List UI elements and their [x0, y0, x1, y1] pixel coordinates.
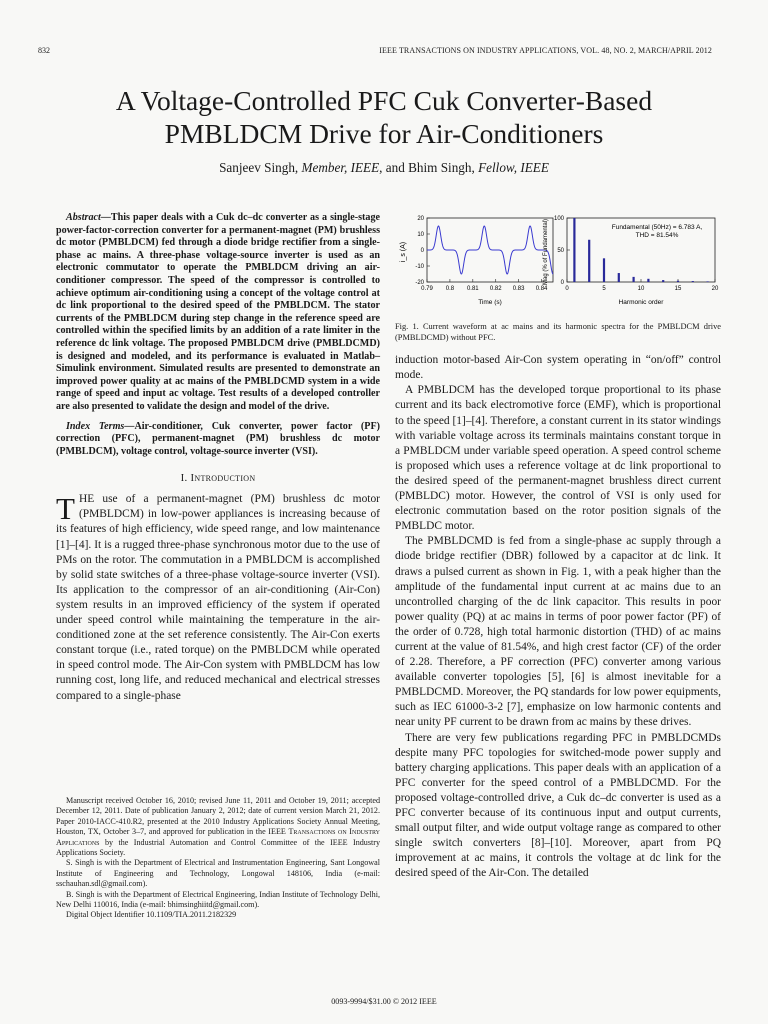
spectrum-bar: [692, 281, 694, 282]
section-numeral: I.: [180, 472, 191, 485]
drop-cap: T: [56, 491, 75, 527]
page-number: 832: [38, 46, 50, 55]
spectrum-bar: [662, 280, 664, 282]
footnote-doi: Digital Object Identifier 10.1109/TIA.2011.2182329: [66, 910, 237, 920]
waveform-x-tick-label: 0.79: [421, 286, 433, 292]
spectrum-bar: [647, 279, 649, 282]
waveform-x-tick-label: 0.82: [489, 286, 502, 292]
title-line-2: PMBLDCM Drive for Air-Conditioners: [164, 118, 604, 149]
footnote-author-2: B. Singh is with the Department of Electrical Engineering, Indian Institute of Technology Delhi, New Delhi 110016, India (e-mail: bhimsinghiitd@gmail.com).: [56, 889, 380, 910]
index-terms: [56, 421, 380, 459]
spectrum-bar: [707, 281, 709, 282]
waveform-x-tick-label: 0.83: [512, 286, 525, 292]
current-waveform: [427, 226, 553, 274]
spectrum-y-ticks: [554, 216, 570, 286]
intro-paragraph: [56, 492, 380, 703]
spectrum-y-tick-label: 50: [557, 248, 564, 255]
spectrum-x-tick-label: 0: [565, 286, 569, 292]
abstract: [56, 212, 380, 414]
paragraph-1: A PMBLDCM has the developed torque proportional to its phase current and its back electromotive force (EMF), which is proportional to the speed [1]–[4]. Therefore, a constant current in its stator windings with variable voltage across its terminals maintains constant torque in a PMBLDCM under variable speed operation. A speed control scheme is proposed which uses a reference voltage at dc link proportional to the desired speed of the permanent-magnet brushless direct current (PMBLDC) motor. However, the control of VSI is only used for electronic commutation based on the rotor position signals of the PMBLDC motor.: [395, 384, 721, 533]
spectrum-annotation-line-2: THD = 81.54%: [635, 232, 679, 239]
footnote-journal-name: Transactions on Industry Applications: [56, 827, 380, 847]
paragraph-2: The PMBLDCMD is fed from a single-phase ac supply through a diode bridge rectifier (DBR) followed by a capacitor at dc link. It draws a pulsed current as shown in Fig. 1, with a peak higher than the amplitude of the fundamental input current at ac mains due to an uncontrolled charging of the dc link capacitor. This results in poor power quality (PQ) at ac mains in terms of poor power factor (PF) of the order of 0.728, high total harmonic distortion (THD) of ac mains current at the value of 81.54%, and high crest factor (CF) of the order of 2.28. Therefore, a PF correction (PFC) converter among various available converter topologies [5], [6] is almost inevitable for a PMBLDCMD. Moreover, the PQ standards for low power equipments, such as IEC 61000-3-2 [7], emphasize on low harmonic contents and near unity PF current to be drawn from ac mains by these drives.: [395, 535, 721, 729]
waveform-y-tick-label: 0: [420, 248, 424, 255]
spectrum-x-tick-label: 10: [637, 286, 645, 292]
author-1-role: Member, IEEE: [301, 160, 380, 175]
waveform-y-ticks: [415, 216, 430, 286]
copyright-footer: 0093-9994/$31.00 © 2012 IEEE: [331, 997, 437, 1006]
spectrum-bar: [603, 258, 605, 282]
left-column: [56, 212, 380, 704]
spectrum-bar: [677, 281, 679, 282]
section-title: Introduction: [190, 472, 256, 485]
spectrum-bar: [573, 218, 575, 282]
author-2-role: Fellow, IEEE: [478, 160, 549, 175]
waveform-ylabel: i_s (A): [400, 241, 407, 263]
spectrum-bar: [588, 240, 590, 282]
waveform-x-tick-label: 0.84: [535, 286, 548, 292]
spectrum-x-tick-label: 15: [674, 286, 682, 292]
footnotes: [56, 796, 380, 921]
waveform-y-tick-label: -10: [415, 264, 424, 271]
index-terms-text: Air-conditioner, Cuk converter, power factor (PF) correction (PFC), permanent-magnet (PM) brushless dc motor (PMBLDCM), voltage control, voltage-source inverter (VSI).: [56, 420, 380, 457]
footnote-manuscript-a: Manuscript received October 16, 2010; revised June 11, 2011 and October 19, 2011; accepted December 12, 2011. Date of publication January 2, 2012; date of current version March 21, 2012. Paper 2010-IACC-410.R2, presented at the 2010 Industry Applications Society Annual Meeting, Houston, TX, October 3–7, and approved for publication in the IEEE: [56, 796, 380, 837]
paragraph-0: induction motor-based Air-Con system operating in “on/off” control mode.: [395, 354, 721, 382]
waveform-x-tick-label: 0.8: [445, 286, 455, 292]
footnote-author-1: S. Singh is with the Department of Electrical and Instrumentation Engineering, Sant Longowal Institute of Engineering and Technology, Longowal 148106, India (e-mail: sschauhan.sdl@gmail.com).: [56, 858, 380, 889]
paper-title: [40, 84, 728, 150]
waveform-x-ticks: [421, 279, 548, 292]
author-1-name: Sanjeev Singh,: [219, 160, 302, 175]
spectrum-xlabel: Harmonic order: [618, 299, 664, 306]
paragraph-3: There are very few publications regarding PFC in PMBLDCMDs despite many PFC topologies for switched-mode power supply and battery charging applications. This paper deals with an application of a PFC converter for the speed control of a PMBLDCMD. For the proposed voltage-controlled drive, a Cuk dc–dc converter is used as a PFC converter because of its continuous input and output currents, small output filter, and wide output voltage range as compared to other single switch converters [8]–[10]. Moreover, apart from PQ improvement at ac mains, it controls the voltage at dc link for the desired speed of the Air-Con. The detailed: [395, 731, 721, 880]
spectrum-y-tick-label: 100: [553, 216, 564, 223]
figure-1-plots: [395, 212, 721, 312]
abstract-text: This paper deals with a Cuk dc–dc converter as a single-stage power-factor-correction converter for a permanent-magnet (PM) brushless dc motor (PMBLDCM) fed through a diode bridge rectifier from a single-phase ac mains. A three-phase voltage-source inverter is used as an electronic commutator to operate the PMBLDCM driving an air-conditioner compressor. The speed of the compressor is controlled to achieve optimum air-conditioning using a concept of the voltage control at dc link proportional to the desired speed of the PMBLDCM. The stator currents of the PMBLDCM during step change in the reference speed are controlled within the specified limits by an addition of a rate limiter in the reference dc link voltage. The proposed PMBLDCM drive (PMBLDCMD) is designed and modeled, and its performance is evaluated in Matlab–Simulink environment. Simulated results are presented to demonstrate an improved power quality at ac mains of the PMBLDCMD system in a wide range of speed and input ac voltage. Test results of a developed controller are also presented to validate the design and model of the drive.: [56, 212, 380, 412]
abstract-label: Abstract—: [66, 212, 111, 223]
right-column: [395, 212, 721, 881]
figure-1: [395, 212, 721, 312]
spectrum-bar: [633, 277, 635, 282]
footnote-manuscript: [56, 796, 380, 858]
spectrum-x-tick-label: 20: [711, 286, 719, 292]
author-joiner: , and Bhim Singh,: [379, 160, 479, 175]
section-heading: [56, 472, 380, 484]
author-line: [40, 160, 728, 176]
waveform-x-tick-label: 0.81: [466, 286, 479, 292]
index-terms-label: Index Terms—: [66, 420, 135, 432]
waveform-y-tick-label: 10: [417, 232, 424, 239]
footnote-manuscript-b: by the Industrial Automation and Control Committee of the IEEE Industry Applications Society.: [56, 837, 380, 858]
waveform-y-tick-label: 20: [417, 216, 424, 223]
spectrum-x-tick-label: 5: [602, 286, 606, 292]
spectrum-annotation-line-1: Fundamental (50Hz) = 6.783 A,: [611, 224, 703, 231]
journal-header: IEEE TRANSACTIONS ON INDUSTRY APPLICATIONS, VOL. 48, NO. 2, MARCH/APRIL 2012: [379, 46, 712, 55]
spectrum-bar: [618, 273, 620, 282]
intro-text: HE use of a permanent-magnet (PM) brushless dc motor (PMBLDCM) in low-power appliances is increasing because of its features of high efficiency, wide speed range, and low maintenance [1]–[4]. It is a rugged three-phase synchronous motor due to the use of PMs on the rotor. The commutation in a PMBLDCM is accomplished by solid state switches of a three-phase voltage-source inverter (VSI). Its application to the compressor of an air-conditioning (Air-Con) system results in an improved efficiency of the system if operated under speed control while maintaining the temperature in the air-conditioned zone at the set reference consistently. The Air-Con exerts constant torque (i.e., rated torque) on the PMBLDCM while operated in speed control mode. The Air-Con system with PMBLDCM has low running cost, long life, and reduced mechanical and electrical stresses compared to a single-phase: [56, 493, 380, 702]
spectrum-y-tick-label: 0: [560, 280, 564, 287]
figure-1-caption: Fig. 1. Current waveform at ac mains and its harmonic spectra for the PMBLDCM drive (PMBLDCMD) without PFC.: [395, 322, 721, 342]
title-line-1: A Voltage-Controlled PFC Cuk Converter-Based: [115, 85, 653, 116]
waveform-xlabel: Time (s): [478, 299, 502, 306]
waveform-y-tick-label: -20: [415, 280, 424, 287]
spectrum-ylabel: Mag (% of Fundamental): [543, 218, 549, 286]
